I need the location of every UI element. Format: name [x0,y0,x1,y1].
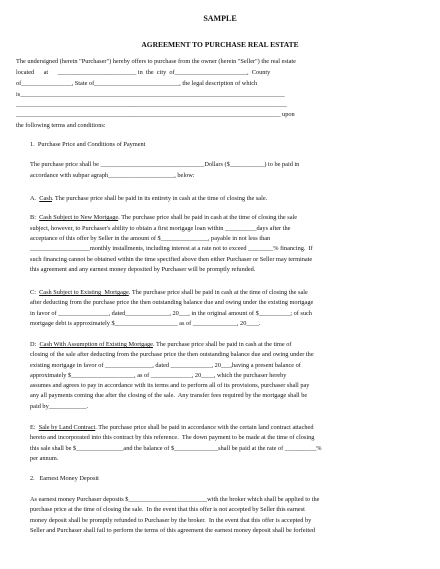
clause-d-line-4: approximately $____________________, as of _____________, 20____, which the purchaser hereby [30,372,287,379]
clause-c-text: . The purchase price shall be paid in cash at the time of closing the sale [128,289,308,296]
section-2-line-3: money deposit shall be promptly refunded to Purchaser by the broker. In the event that this offer is accepted by [30,517,312,524]
clause-d-line-6: any all payments coming due after the closing of the sale. Any transfer fees required by the mortgage shall be [30,392,308,399]
document-label: SAMPLE [203,14,237,23]
clause-b-line-1 [30,214,297,221]
clause-d-line-2: closing of the sale after deducting from the purchase price the then outstanding balance due and owing under the [30,351,314,358]
clause-c-line-2: after deducting from the purchase price the then outstanding balance due and owing under the existing mortgage [30,299,314,306]
section-2-line-1: As earnest money Purchaser deposits $_________________________with the broker which shall be applied to the [30,496,320,503]
section-1-line-1: The purchase price shall be _________________________________Dollars ($___________) to be paid in [30,161,300,168]
clause-c-line-4: mortgage debt is approximately $____________________ as of ______________, 20____. [30,320,261,327]
clause-d-title: Cash With Assumption of Existing Mortgage [39,341,153,348]
clause-b-line-6: this agreement and any earnest money deposited by Purchaser will be promptly refunded. [30,266,256,273]
clause-e-line-4: per annum. [30,455,59,462]
clause-d-line-5: assumes and agrees to pay in accordance with its terms and to perform all of its provisions, purchaser shall pay [30,382,310,389]
clause-a-text: . The purchase price shall be paid in its entirety in cash at the time of closing the sale. [51,195,268,202]
clause-e-line-2: hereto and incorporated into this contract by this reference. The down payment to be made at the time of closing [30,434,315,441]
clause-b-line-3: acceptance of this offer by Seller in the amount of $_______________, payable in not less than [30,235,271,242]
clause-d-text: . The purchase price shall be paid in cash at the time of [152,341,292,348]
clause-d-line-7: paid by____________. [30,403,89,410]
clause-e-line-1 [30,424,313,431]
document-title: AGREEMENT TO PURCHASE REAL ESTATE [141,40,299,49]
section-1-heading: 1. Purchase Price and Conditions of Payment [30,141,146,148]
clause-e-label: E: [30,424,39,431]
clause-b-label: B: [30,214,40,221]
intro-line-1: The undersigned (herein "Purchaser") hereby offers to purchase from the owner (herein "Seller") the real estate [16,58,296,65]
clause-b-line-4: ___________________monthly installments, including interest at a rate not to exceed ________% financing. If [30,245,313,252]
intro-line-6: ____________________________________________________________________________________ upon [16,111,295,118]
intro-line-2: located at _________________________ in the city of_______________________, County [16,69,271,76]
section-2-line-4: Seller and Purchaser shall fail to perform the terms of this agreement the earnest money deposit shall be forfeited [30,527,316,534]
section-1-line-2: accordance with subpar agraph_____________________, below: [30,172,195,179]
intro-line-3: of________________, State of___________________________, the legal description of which [16,80,258,87]
clause-c-title: Cash Subject to Existing Mortgage [39,289,129,296]
section-2-line-2: purchase price at the time of closing the sale. In the event that this offer is not accepted by Seller this earnest [30,506,305,513]
clause-a-label: A. [30,195,40,202]
clause-b-title: Cash Subject to New Mortgage [39,214,119,221]
clause-c-line-1 [30,289,308,296]
clause-e-text: . The purchase price shall be paid in accordance with the certain land contract attached [95,424,314,431]
intro-line-4: is____________________________________________________________________________________ [16,91,285,98]
clause-a-title: Cash [39,195,52,202]
clause-c-label: C: [30,289,40,296]
clause-e-title: Sale by Land Contract [38,424,96,431]
clause-b-line-2: subject, however, to Purchaser's ability to obtain a first mortgage loan within __________days after the [30,225,291,232]
clause-e-line-3: this sale shall be $_______________and the balance of $______________shall be paid at the rate of __________% [30,445,322,452]
clause-d-label: D: [30,341,40,348]
clause-b-text: . The purchase price shall be paid in cash at the time of closing the sale [118,214,298,221]
section-2-heading: 2. Earnest Money Deposit [30,475,99,482]
clause-c-line-3: in favor of ________________, dated______________, 20___, in the original amount of $__________; of such [30,310,312,317]
clause-b-line-5: such financing cannot be obtained within the time specified above then either Purchaser or Seller may terminate [30,256,313,263]
clause-a [30,195,267,202]
intro-line-7: the following terms and conditions: [16,122,106,129]
clause-d-line-1 [30,341,292,348]
clause-d-line-3: existing mortgage in favor of _______________, dated _____________, 20___,having a present balance of [30,362,301,369]
intro-line-5: ______________________________________________________________________________________ [16,101,287,108]
